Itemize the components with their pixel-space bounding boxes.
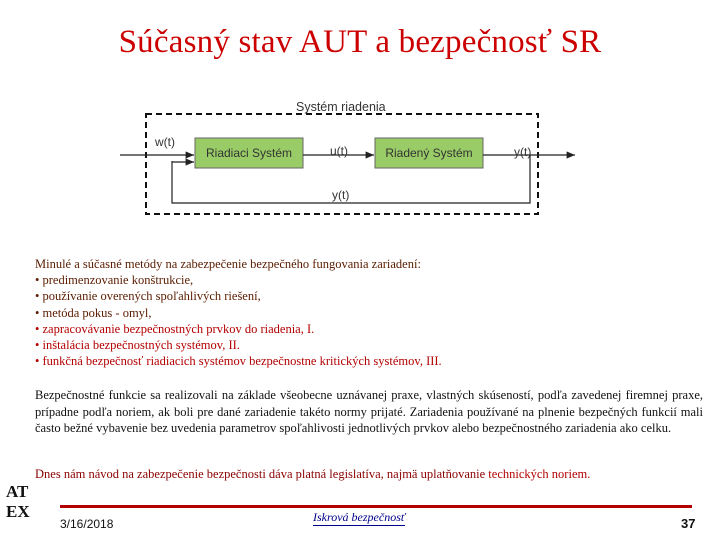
methods-heading: Minulé a súčasné metódy na zabezpečenie bezpečného fungovania zariadení:	[35, 257, 421, 271]
list-item: • zapracovávanie bezpečnostných prvkov do riadenia, I.	[35, 321, 315, 336]
list-item: • používanie overených spoľahlivých riešení,	[35, 289, 261, 304]
output-label: y(t)	[514, 145, 532, 159]
page-number: 37	[681, 516, 696, 531]
legislation-text: Dnes nám návod na zabezpečenie bezpečnosti dáva platná legislatíva, najmä uplatňovanie	[35, 467, 489, 481]
system-boundary-label: Systém riadenia	[296, 100, 386, 114]
control-system-diagram	[120, 98, 590, 223]
footer-divider	[60, 505, 692, 508]
atex-logo	[6, 482, 30, 522]
footer-date: 3/16/2018	[60, 517, 114, 531]
methods-list	[35, 256, 695, 369]
controller-label: Riadiaci Systém	[205, 146, 293, 160]
list-item: • funkčná bezpečnosť riadiacich systémov bezpečnostne kritických systémov, III.	[35, 354, 442, 369]
list-item: • predimenzovanie konštrukcie,	[35, 273, 194, 288]
control-label: u(t)	[330, 144, 348, 158]
logo-line-1: AT	[6, 482, 29, 501]
legislation-highlight: technických noriem.	[488, 467, 591, 481]
list-item: • metóda pokus - omyl,	[35, 305, 152, 320]
legislation-paragraph	[35, 466, 703, 482]
plant-label: Riadený Systém	[385, 146, 473, 160]
input-label: w(t)	[155, 135, 175, 149]
safety-functions-paragraph: Bezpečnostné funkcie sa realizovali na základe všeobecne uznávanej praxe, vlastných skúseností, podľa zavedenej firemnej praxe, prípadne podľa noriem, ak boli pre dané zariadenie takéto normy prijaté. Zariadenia používané na plnenie bezpečných funkcií mali často bežné vybavenie bez uvedenia parametrov spoľahlivosti jednotlivých prvkov alebo bezpečnostného zariadenia ako celku.	[35, 388, 703, 435]
footer-title: Iskrová bezpečnosť	[313, 510, 406, 524]
page-title: Súčasný stav AUT a bezpečnosť SR	[118, 24, 602, 60]
list-item: • inštalácia bezpečnostných systémov, II.	[35, 338, 240, 353]
logo-line-2: EX	[6, 502, 30, 521]
feedback-label: y(t)	[332, 188, 350, 202]
